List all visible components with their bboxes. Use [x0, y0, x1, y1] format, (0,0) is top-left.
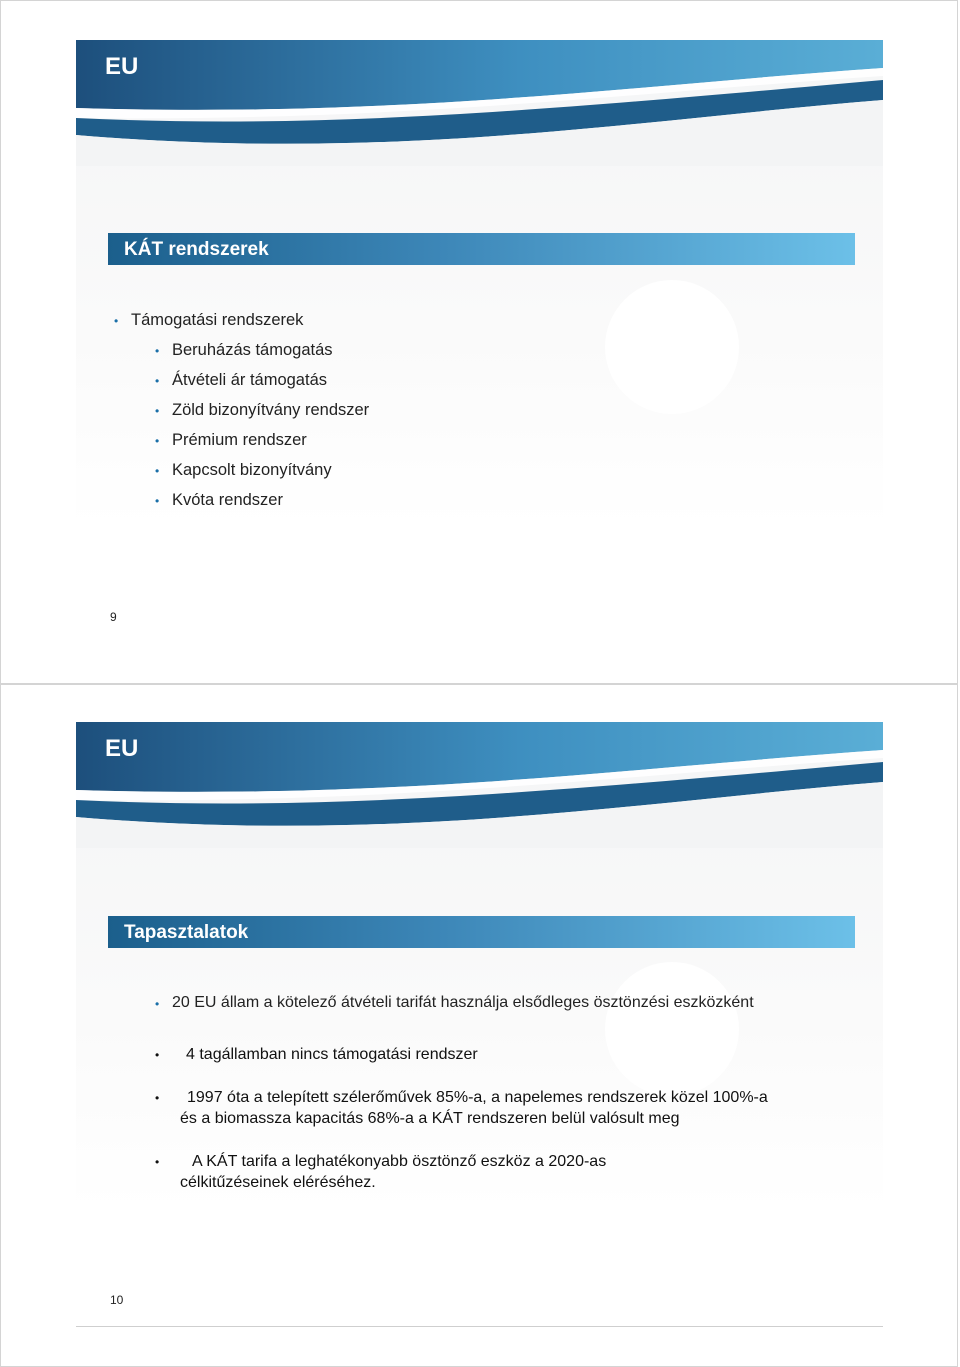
slide-header	[76, 722, 883, 848]
list-item: • Átvételi ár támogatás	[155, 371, 327, 389]
list-item: • Beruházás támogatás	[155, 341, 333, 359]
page-number: 9	[110, 610, 117, 624]
bullet-item: • 20 EU állam a kötelező átvételi tarifát használja elsődleges ösztönzési eszközként	[155, 994, 754, 1011]
section-bar	[108, 916, 855, 948]
bullet-list	[114, 311, 303, 330]
decorative-circle	[605, 962, 739, 1096]
list-item: • Kvóta rendszer	[155, 491, 283, 509]
slide-title: EU	[105, 53, 139, 80]
sub-bullet-list	[155, 341, 369, 521]
list-item: • Támogatási rendszerek	[114, 311, 304, 329]
bullet-item: • 4 tagállamban nincs támogatási rendszer	[155, 1046, 478, 1063]
footer-divider	[76, 1326, 883, 1327]
page-number: 10	[110, 1293, 124, 1307]
list-item: • Prémium rendszer	[155, 431, 307, 449]
bullet-item: • A KÁT tarifa a leghatékonyabb ösztönző eszköz a 2020-as célkitűzéseinek eléréséhez.	[155, 1153, 607, 1191]
decorative-circle	[605, 280, 739, 414]
section-bar	[108, 233, 855, 265]
slide-header	[76, 40, 883, 166]
slide-10	[76, 722, 883, 1210]
list-item: • Zöld bizonyítvány rendszer	[155, 401, 370, 419]
slide-title: EU	[105, 735, 139, 762]
bullet-item: • 1997 óta a telepített szélerőművek 85%-a, a napelemes rendszerek közel 100%-a és a biomassza kapacitás 68%-a a KÁT rendszeren belül valósult meg	[155, 1089, 768, 1127]
list-item: • Kapcsolt bizonyítvány	[155, 461, 332, 479]
section-title: Tapasztalatok	[124, 922, 249, 943]
section-title: KÁT rendszerek	[124, 239, 269, 260]
